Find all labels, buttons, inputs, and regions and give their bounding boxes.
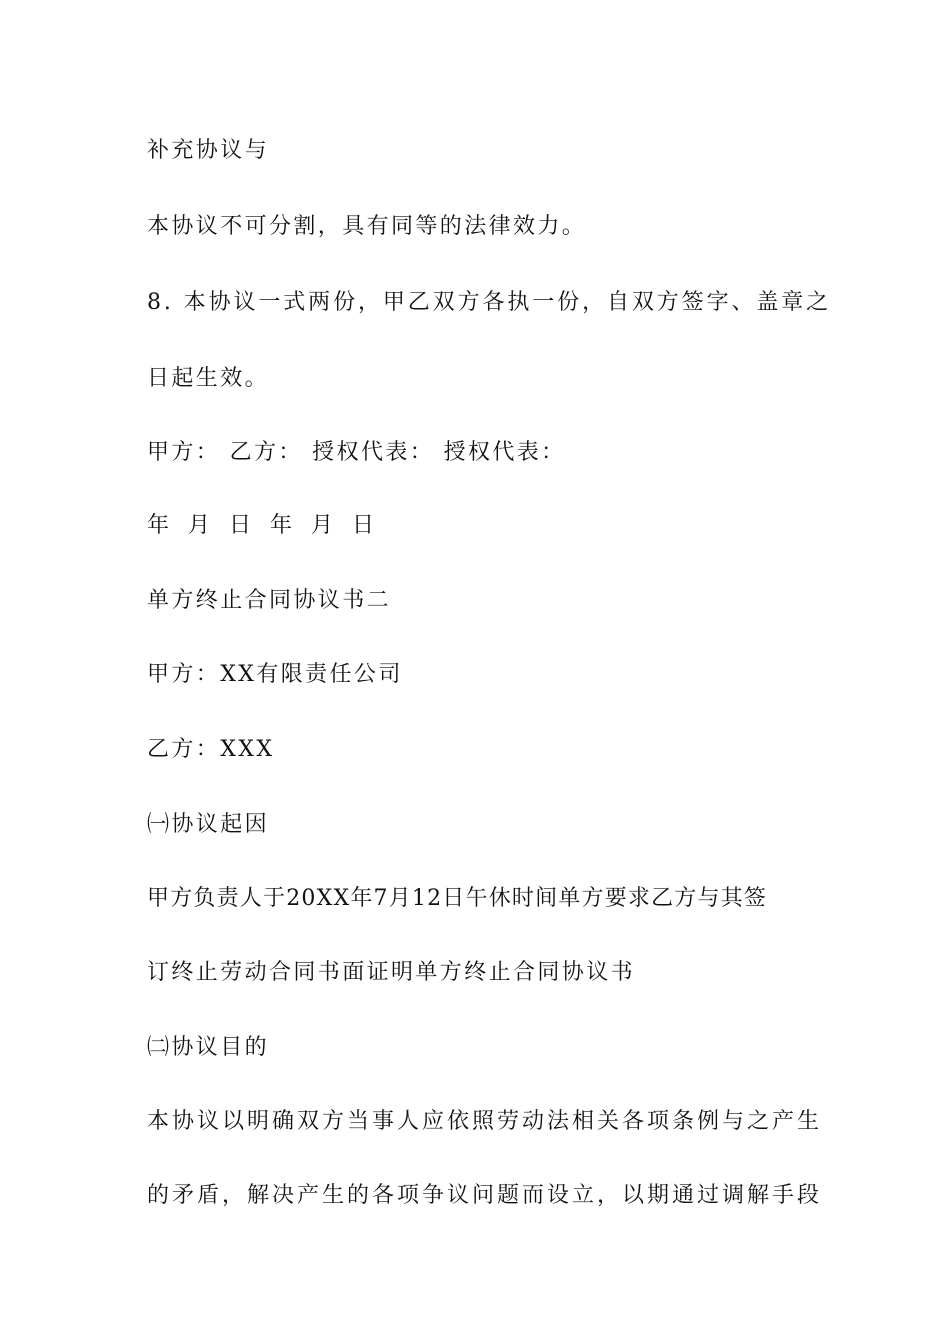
text-line: 订终止劳动合同书面证明单方终止合同协议书 [147,960,636,985]
text-line: 本协议以明确双方当事人应依照劳动法相关各项条例与之产生 [147,1109,823,1134]
date-placeholders: 年 月 日 年 月 日 [147,513,380,538]
party-a: 甲方：XX有限责任公司 [147,662,403,687]
text-line: 日起生效。 [147,366,270,391]
text-line: 8. 本协议一式两份，甲乙双方各执一份，自双方签字、盖章之 [147,290,832,315]
text-line: 补充协议与 [147,138,270,163]
text-line: 甲方负责人于20XX年7月12日午休时间单方要求乙方与其签 [147,886,768,911]
text-line: 的矛盾，解决产生的各项争议问题而设立，以期通过调解手段 [147,1183,823,1208]
subsection-heading: ㈡协议目的 [147,1035,270,1060]
signature-labels: 甲方： 乙方： 授权代表： 授权代表： [147,440,566,465]
section-title: 单方终止合同协议书二 [147,588,392,613]
party-b: 乙方：XXX [147,737,275,762]
subsection-heading: ㈠协议起因 [147,812,270,837]
text-line: 本协议不可分割，具有同等的法律效力。 [147,214,587,239]
